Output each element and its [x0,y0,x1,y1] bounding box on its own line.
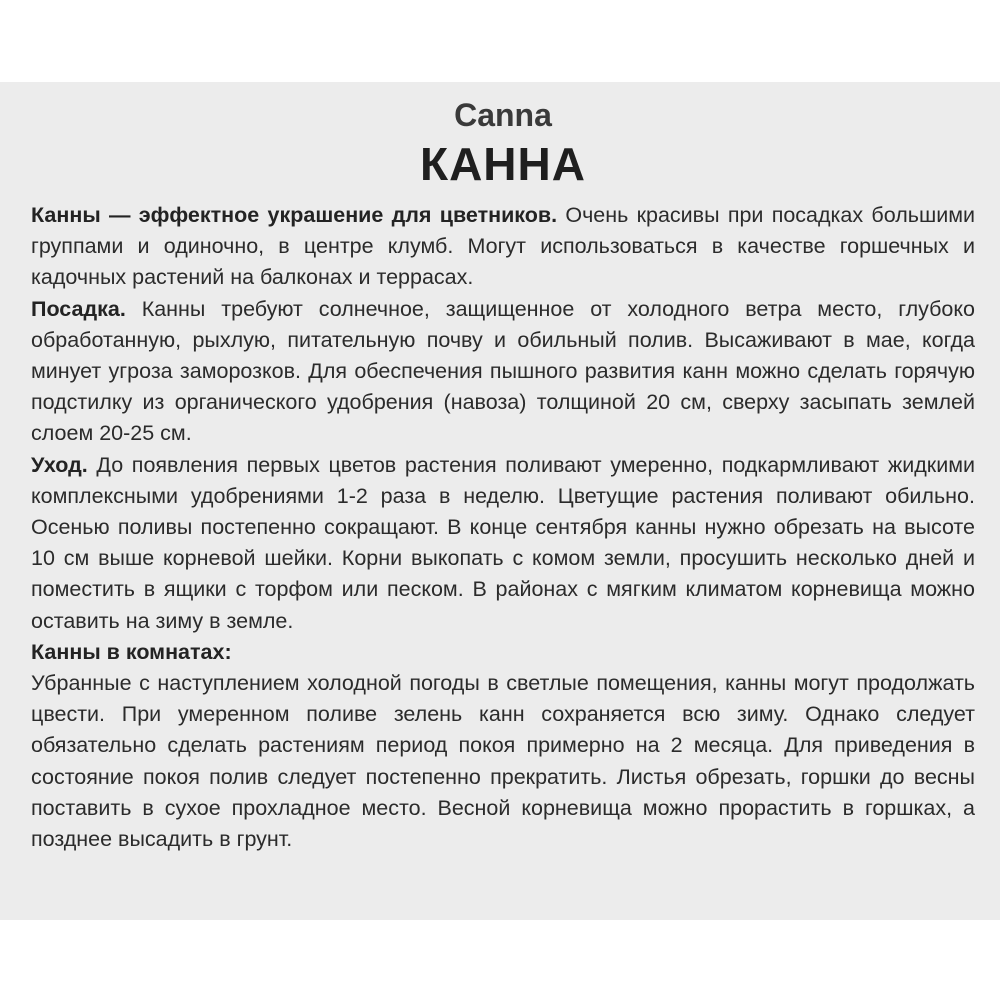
latin-name: Canna [454,97,552,133]
card-content [31,94,975,855]
care-lead: Уход. [31,452,88,477]
planting-lead: Посадка. [31,296,126,321]
intro-paragraph [31,200,975,294]
indoor-heading: Канны в комнатах: [31,639,232,664]
care-paragraph [31,450,975,637]
care-text: До появления первых цветов растения поливают умеренно, подкармливают жидкими комплексными удобрениями 1-2 раза в неделю. Цветущие растения поливают обильно. Осенью поливы постепенно сокращают. В конце сентября канны нужно обрезать на высоте 10 см выше корневой шейки. Корни выкопать с комом земли, просушить несколько дней и поместить в ящики с торфом или песком. В районах с мягким климатом корневища можно оставить на зиму в земле. [31,452,975,633]
indoor-paragraph: Убранные с наступлением холодной погоды в светлые помещения, канны могут продолжать цвести. При умеренном поливе зелень канн сохраняется всю зиму. Однако следует обязательно сделать растениям период покоя примерно на 2 месяца. Для приведения в состояние покоя полив следует постепенно прекратить. Листья обрезать, горшки до весны поставить в сухое прохладное место. Весной корневища можно прорастить в горшках, а позднее высадить в грунт. [31,671,975,852]
planting-paragraph [31,294,975,450]
instruction-card [0,82,1000,920]
planting-text: Канны требуют солнечное, защищенное от холодного ветра место, глубоко обработанную, рыхлую, питательную почву и обильный полив. Высаживают в мае, когда минует угроза заморозков. Для обеспечения пышного развития канн можно сделать горячую подстилку из органического удобрения (навоза) толщиной 20 см, сверху засыпать землей слоем 20-25 см. [31,296,975,446]
intro-text: Очень красивы при посадках большими группами и одиночно, в центре клумб. Могут использоваться в качестве горшечных и кадочных растений на балконах и террасах. [31,203,975,290]
intro-lead: Канны — эффектное украшение для цветников. [31,203,558,227]
page-title: КАННА [420,138,586,190]
